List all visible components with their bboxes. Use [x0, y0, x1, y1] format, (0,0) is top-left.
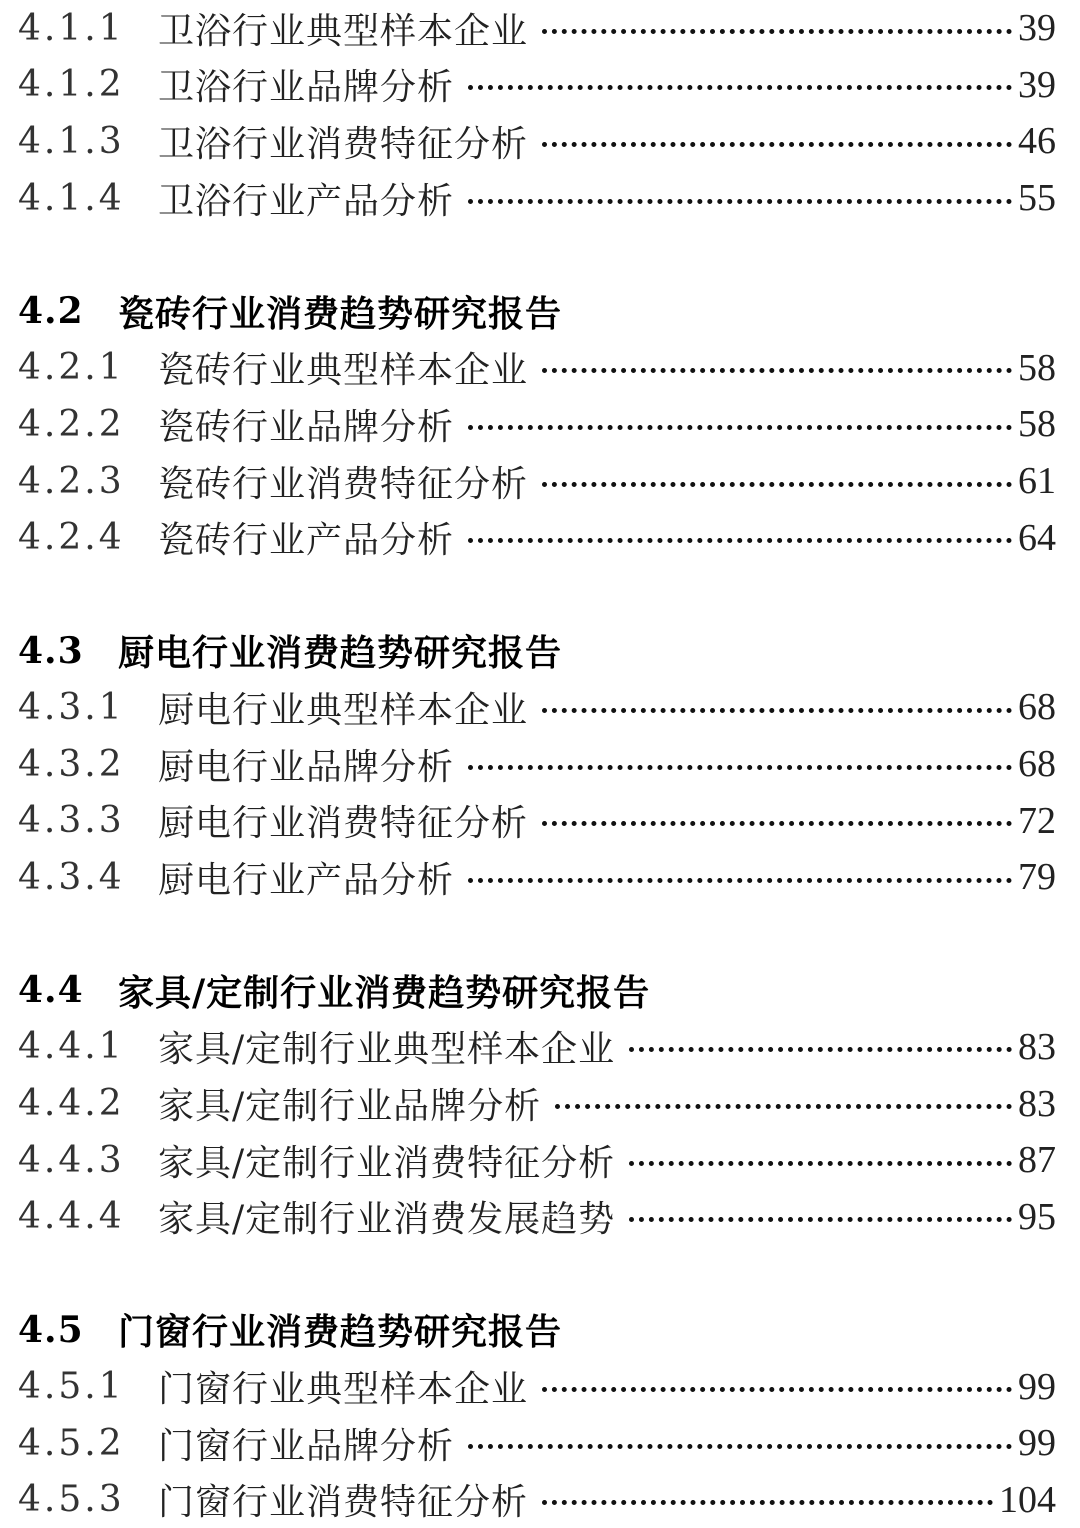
toc-entry-page: 99: [1018, 1365, 1056, 1408]
toc-entry-number: 4.1.2: [18, 64, 125, 106]
toc-section: [18, 962, 1056, 1245]
toc-entry-title: 家具/定制行业消费发展趋势: [158, 1199, 616, 1241]
dot-leader: [629, 1161, 1012, 1166]
toc-section: [18, 623, 1056, 906]
toc-entry-page: 104: [999, 1478, 1056, 1521]
toc-entry-number: 4.4.2: [18, 1083, 125, 1125]
toc-section-heading[interactable]: [18, 283, 1056, 340]
toc-entry-page: 99: [1018, 1422, 1056, 1465]
toc-entry-page: 39: [1018, 7, 1056, 50]
dot-leader: [468, 878, 1012, 883]
dot-leader: [542, 821, 1012, 826]
toc-entry-title: 瓷砖行业品牌分析: [158, 406, 455, 448]
toc-entry-page: 61: [1018, 460, 1056, 503]
toc-entry-page: 58: [1018, 403, 1056, 446]
toc-section-title: 门窗行业消费趋势研究报告: [118, 1311, 563, 1354]
toc-entry-page: 72: [1018, 799, 1056, 842]
dot-leader: [468, 1444, 1012, 1449]
toc-section-title: 瓷砖行业消费趋势研究报告: [118, 292, 563, 335]
toc-entry-page: 58: [1018, 346, 1056, 389]
toc-section-title: 家具/定制行业消费趋势研究报告: [118, 971, 651, 1014]
toc-entry-number: 4.4.1: [18, 1026, 125, 1068]
toc-entry[interactable]: [18, 679, 1056, 736]
toc-entry-title: 家具/定制行业消费特征分析: [158, 1142, 616, 1184]
toc-entry-title: 厨电行业消费特征分析: [158, 803, 529, 845]
toc-entry-number: 4.2.2: [18, 403, 125, 445]
toc-entry[interactable]: [18, 1019, 1056, 1076]
toc-entry[interactable]: [18, 1132, 1056, 1189]
toc-entry-title: 卫浴行业产品分析: [158, 180, 455, 222]
dot-leader: [542, 708, 1012, 713]
toc-entry-page: 79: [1018, 856, 1056, 899]
toc-entry-number: 4.4.3: [18, 1139, 125, 1181]
toc-entry-page: 87: [1018, 1139, 1056, 1182]
toc-section-title: 厨电行业消费趋势研究报告: [118, 632, 563, 675]
toc-entry-number: 4.1.1: [18, 7, 125, 49]
toc-entry[interactable]: [18, 792, 1056, 849]
toc-entry[interactable]: [18, 396, 1056, 453]
toc-entry-number: 4.1.3: [18, 120, 125, 162]
table-of-contents: [18, 0, 1056, 1528]
toc-entry-number: 4.2.3: [18, 460, 125, 502]
toc-entry-page: 83: [1018, 1082, 1056, 1125]
toc-entry[interactable]: [18, 57, 1056, 114]
toc-entry[interactable]: [18, 1075, 1056, 1132]
toc-section-heading[interactable]: [18, 1302, 1056, 1359]
toc-entry-title: 门窗行业消费特征分析: [158, 1482, 529, 1524]
toc-entry-page: 95: [1018, 1195, 1056, 1238]
toc-entry[interactable]: [18, 113, 1056, 170]
dot-leader: [468, 425, 1012, 430]
toc-entry-page: 83: [1018, 1025, 1056, 1068]
toc-entry-number: 4.5.1: [18, 1366, 125, 1408]
toc-entry-number: 4.4.4: [18, 1196, 125, 1238]
dot-leader: [468, 765, 1012, 770]
toc-entry-number: 4.1.4: [18, 177, 125, 219]
toc-entry-number: 4.3.4: [18, 856, 125, 898]
toc-entry-page: 64: [1018, 516, 1056, 559]
toc-entry-page: 55: [1018, 177, 1056, 220]
toc-section-number: 4.3: [18, 629, 84, 672]
toc-entry-title: 门窗行业品牌分析: [158, 1425, 455, 1467]
toc-entry[interactable]: [18, 340, 1056, 397]
toc-entry-number: 4.3.2: [18, 743, 125, 785]
dot-leader: [542, 1387, 1012, 1392]
toc-entry-title: 卫浴行业典型样本企业: [158, 10, 529, 52]
toc-entry-page: 68: [1018, 686, 1056, 729]
toc-entry[interactable]: [18, 1415, 1056, 1472]
dot-leader: [542, 368, 1012, 373]
toc-entry-title: 瓷砖行业消费特征分析: [158, 463, 529, 505]
toc-entry-number: 4.5.3: [18, 1479, 125, 1521]
dot-leader: [542, 1500, 993, 1505]
toc-entry-title: 卫浴行业品牌分析: [158, 67, 455, 109]
toc-entry-title: 厨电行业典型样本企业: [158, 689, 529, 731]
dot-leader: [629, 1047, 1012, 1052]
toc-section-number: 4.2: [18, 290, 84, 333]
dot-leader: [542, 142, 1012, 147]
toc-section-heading[interactable]: [18, 962, 1056, 1019]
toc-entry-number: 4.2.1: [18, 347, 125, 389]
toc-section: [18, 0, 1056, 226]
toc-entry[interactable]: [18, 1188, 1056, 1245]
toc-section: [18, 1302, 1056, 1528]
toc-entry-number: 4.3.3: [18, 800, 125, 842]
toc-section-number: 4.5: [18, 1308, 84, 1351]
dot-leader: [468, 85, 1012, 90]
toc-section: [18, 283, 1056, 566]
toc-entry[interactable]: [18, 736, 1056, 793]
dot-leader: [555, 1104, 1012, 1109]
toc-entry-title: 厨电行业品牌分析: [158, 746, 455, 788]
dot-leader: [542, 29, 1012, 34]
dot-leader: [468, 538, 1012, 543]
toc-entry-title: 瓷砖行业产品分析: [158, 520, 455, 562]
toc-entry-page: 46: [1018, 120, 1056, 163]
toc-entry[interactable]: [18, 1471, 1056, 1528]
toc-entry[interactable]: [18, 170, 1056, 227]
toc-entry-page: 39: [1018, 63, 1056, 106]
toc-entry[interactable]: [18, 0, 1056, 57]
toc-section-number: 4.4: [18, 969, 84, 1012]
toc-entry-title: 家具/定制行业典型样本企业: [158, 1029, 616, 1071]
toc-entry-page: 68: [1018, 743, 1056, 786]
toc-entry-title: 瓷砖行业典型样本企业: [158, 350, 529, 392]
toc-entry[interactable]: [18, 849, 1056, 906]
toc-entry-number: 4.2.4: [18, 517, 125, 559]
toc-section-heading[interactable]: [18, 623, 1056, 680]
toc-entry-number: 4.5.2: [18, 1422, 125, 1464]
toc-entry-title: 卫浴行业消费特征分析: [158, 123, 529, 165]
dot-leader: [542, 482, 1012, 487]
toc-entry[interactable]: [18, 509, 1056, 566]
toc-entry-number: 4.3.1: [18, 686, 125, 728]
toc-entry-title: 家具/定制行业品牌分析: [158, 1086, 542, 1128]
toc-entry-title: 厨电行业产品分析: [158, 859, 455, 901]
toc-entry[interactable]: [18, 1358, 1056, 1415]
toc-entry[interactable]: [18, 453, 1056, 510]
dot-leader: [629, 1217, 1012, 1222]
dot-leader: [468, 199, 1012, 204]
toc-entry-title: 门窗行业典型样本企业: [158, 1369, 529, 1411]
